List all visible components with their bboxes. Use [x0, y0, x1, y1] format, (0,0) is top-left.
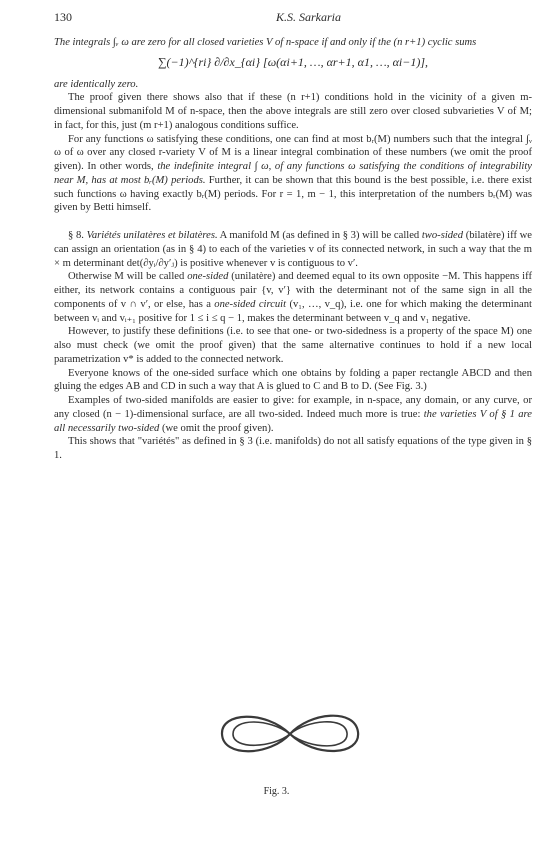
theorem-statement: The integrals ∫ᵥ ω are zero for all closed varieties V of n-space if and only if the (n r+1) cyclic sums: [54, 37, 477, 48]
paragraph-examples: [54, 394, 532, 435]
running-head: K.S. Sarkaria: [275, 10, 341, 24]
section-number: § 8.: [68, 230, 87, 241]
figure-caption: Fig. 3.: [263, 786, 290, 797]
one-sided-text-1: Otherwise M will be called: [68, 271, 188, 283]
term-two-sided: two-sided: [421, 230, 464, 241]
mobius-inner-loop: [233, 722, 347, 746]
paragraph-conclusion: This shows that "variétés" as defined in § 3 (i.e. manifolds) do not all satisfy equations of the type given in § 1.: [54, 436, 532, 461]
examples-text-1: Examples of two-sided manifolds are easier to give: for example, in n-space, any domain, or any curve, or any closed (n − 1)-dimensional surface, are all two-sided. Indeed much more is true:: [54, 395, 532, 420]
periods-italic: the indefinite integral ∫ ω, of any functions ω satisfying the conditions of integrability near M, has at most bᵣ(M) periods.: [54, 161, 532, 186]
page-number: 130: [54, 10, 72, 24]
paragraph-mobius: Everyone knows of the one-sided surface which one obtains by folding a paper rectangle ABCD and then gluing the edges AB and CD in such a way that A is glued to C and B to D. (See Fig. 3.): [54, 367, 532, 393]
periods-text-1: For any functions ω satisfying these conditions, one can find at most bᵣ(M) numbers such that the integral ∫ᵥ ω of ω over any closed r-variety V of M is a linear integral combination of these numbers (we omit the proof given). In other words,: [54, 133, 532, 172]
paragraph-justify: However, to justify these definitions (i.e. to see that one- or two-sidedness is a property of the space M) one also must check (we omit the proof given) that the same alternative continues to hold if a new local parametrization v* is added to the connected network.: [54, 326, 532, 365]
paragraph-one-sided: [54, 270, 532, 325]
page-body: [54, 36, 532, 463]
section-text-2: (bilatère) iff we can assign an orientation (as in § 4) to each of the varieties v of its connected network, in such a way that the m × m determinant det(∂yᵢ/∂y′ⱼ) is positive whenever v is contiguous to v′.: [54, 230, 533, 269]
section-8-paragraph: [54, 229, 532, 270]
mobius-strip-figure: [215, 706, 365, 762]
page-header: [54, 10, 533, 28]
paragraph-proof-remark: The proof given there shows also that if these (n r+1) conditions hold in the vicinity of a given m-dimensional submanifold M of n-space, then the above integrals are still zero over closed subvarieties V of M; in fact, for this, just (m r+1) analogous conditions suffice.: [54, 92, 532, 131]
examples-italic: the varieties V of § 1 are all necessarily two-sided: [54, 408, 532, 434]
theorem-conclusion: are identically zero.: [54, 78, 139, 90]
term-one-sided: one-sided: [187, 271, 229, 283]
periods-text-2: Further, it can be shown that this bound is the best possible, i.e. there exist such functions ω having exactly bᵣ(M) periods. For r = 1, m − 1, this interpretation of the numbers bᵣ(M) was given by Betti himself.: [54, 174, 532, 214]
section-title: Variétés unilatères et bilatères.: [86, 230, 218, 241]
section-text-1: A manifold M (as defined in § 3) will be called: [217, 230, 422, 241]
cyclic-sum-formula: ∑(−1)^{ri} ∂/∂x_{αi} [ω(αi+1, …, αr+1, α1, …, αi−1)],: [157, 54, 429, 69]
paragraph-periods: [54, 133, 532, 216]
one-sided-text-2: (unilatère) and deemed equal to its own opposite −M. This happens iff either, its network contains a contiguous pair {v, v′} with the determinant not of the same sign in all the components of v ∩ v′, or else, has a: [54, 271, 532, 310]
term-one-sided-circuit: one-sided circuit: [214, 298, 287, 310]
one-sided-text-3: (v₁, …, v_q), i.e. one for which making the determinant between vᵢ and vᵢ₊₁ positive for 1 ≤ i ≤ q − 1, makes the determinant between v_q and v₁ negative.: [54, 298, 532, 324]
examples-text-2: (we omit the proof given).: [159, 422, 274, 434]
